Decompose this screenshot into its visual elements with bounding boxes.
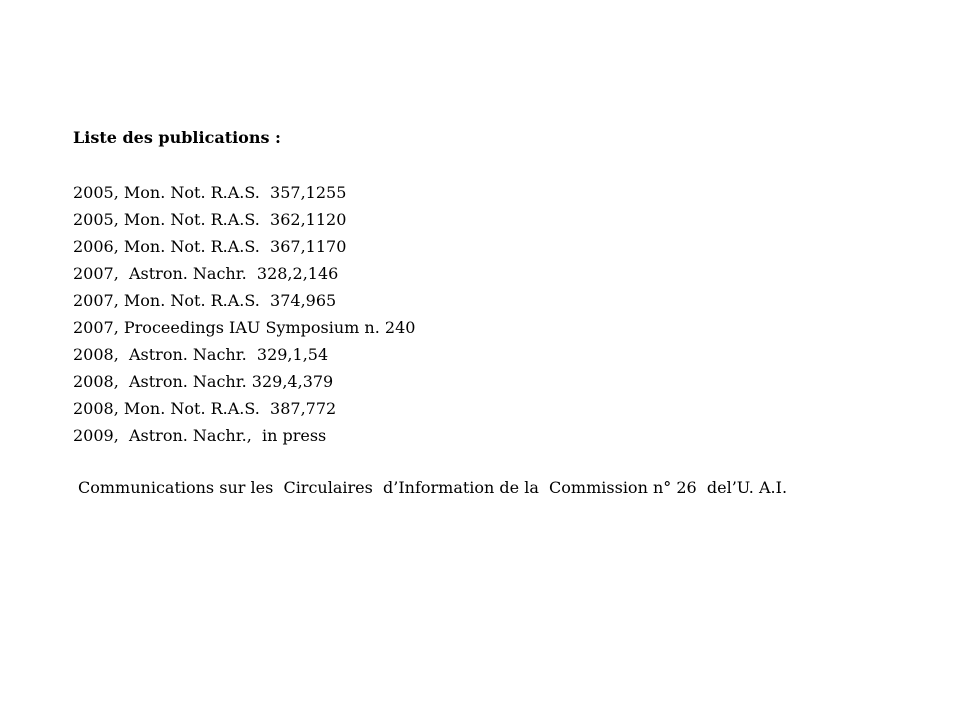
publication-item: 2005, Mon. Not. R.A.S. 362,1120 bbox=[73, 210, 347, 229]
publication-item: 2007, Proceedings IAU Symposium n. 240 bbox=[73, 318, 416, 337]
publication-item: 2007, Mon. Not. R.A.S. 374,965 bbox=[73, 291, 337, 310]
publication-list bbox=[73, 179, 415, 449]
publication-item: 2006, Mon. Not. R.A.S. 367,1170 bbox=[73, 237, 347, 256]
publication-item: 2007, Astron. Nachr. 328,2,146 bbox=[73, 264, 339, 283]
publication-item: 2009, Astron. Nachr., in press bbox=[73, 426, 327, 445]
publication-item: 2005, Mon. Not. R.A.S. 357,1255 bbox=[73, 183, 347, 202]
communications-note: Communications sur les Circulaires d’Information de la Commission n° 26 del’U. A.I. bbox=[78, 478, 788, 497]
publication-item: 2008, Astron. Nachr. 329,1,54 bbox=[73, 345, 329, 364]
publication-item: 2008, Mon. Not. R.A.S. 387,772 bbox=[73, 399, 337, 418]
publication-item: 2008, Astron. Nachr. 329,4,379 bbox=[73, 372, 334, 391]
page-title: Liste des publications : bbox=[73, 128, 281, 147]
